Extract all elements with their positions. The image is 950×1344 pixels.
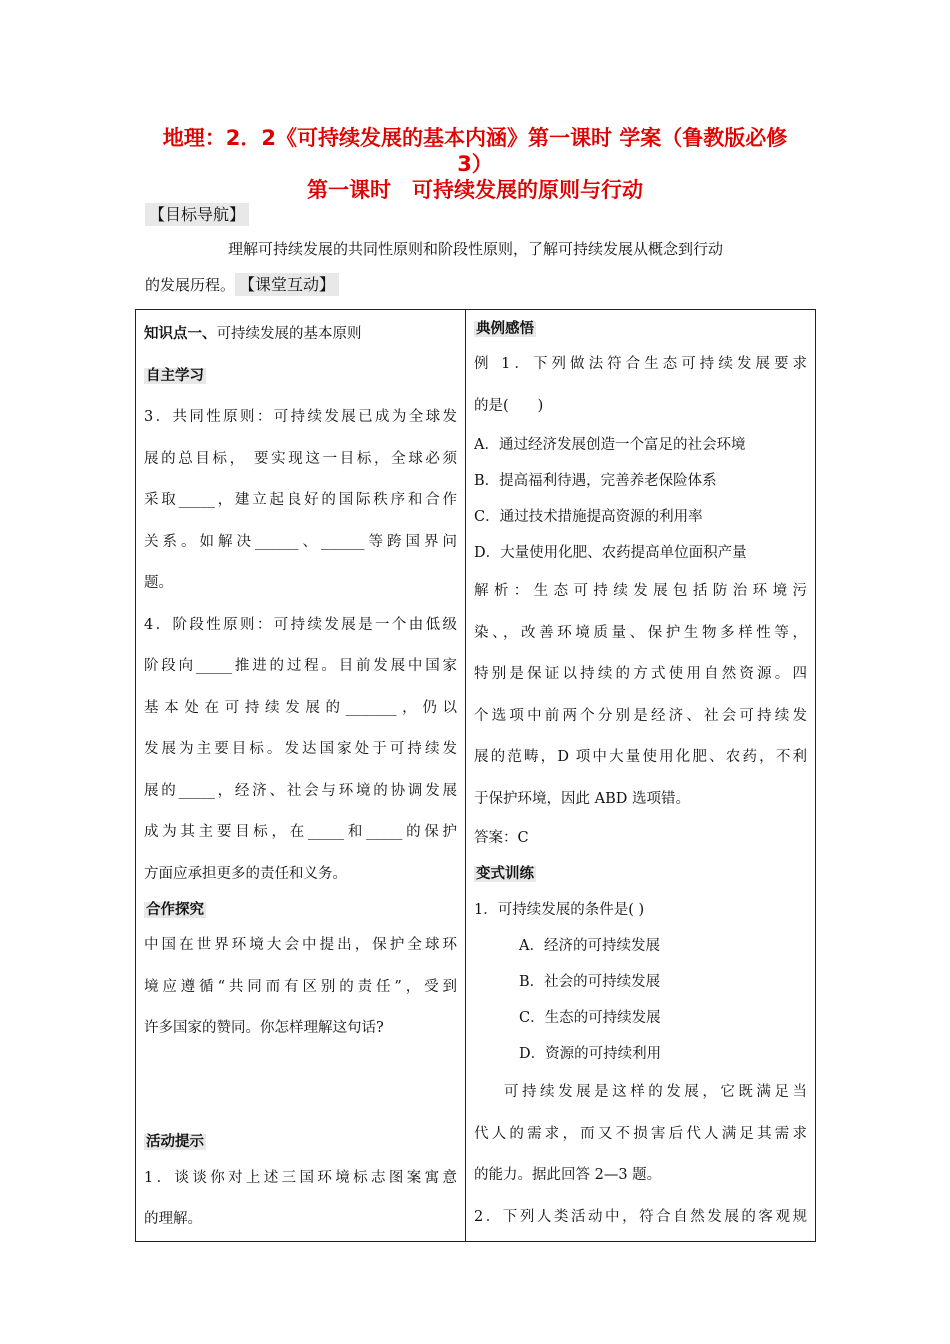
option-b: B．提高福利待遇，完善养老保险体系 (474, 473, 717, 489)
goal-text-end: 的发展历程。 (145, 276, 236, 294)
answer: 答案：C (474, 830, 529, 846)
option-c: C．通过技术措施提高资源的利用率 (474, 509, 703, 525)
document-title-line1-cont: 3） (457, 152, 493, 176)
question-1: 1．可持续发展的条件是( ) (474, 902, 645, 918)
variant-heading: 变式训练 (476, 866, 534, 882)
q1-option-b: B．社会的可持续发展 (519, 974, 661, 990)
goal-text-line1: 理解可持续发展的共同性原则和阶段性原则，了解可持续发展从概念到行动 (228, 240, 724, 258)
document-title-line1: 地理：2．2《可持续发展的基本内涵》第一课时 学案（鲁教版必修 (162, 126, 788, 150)
left-column (136, 310, 466, 1242)
coop-heading: 合作探究 (146, 902, 204, 918)
question-2: 2．下列人类活动中，符合自然发展的客观规 (474, 1208, 807, 1225)
passage-line: 的能力。据此回答 2—3 题。 (474, 1167, 662, 1183)
analysis-line: 解析：生态可持续发展包括防治环境污 (474, 583, 807, 599)
analysis-line: 于保护环境，因此 ABD 选项错。 (474, 790, 690, 807)
document-subtitle: 第一课时 可持续发展的原则与行动 (307, 178, 643, 202)
text-line: 方面应承担更多的责任和义务。 (144, 865, 347, 882)
text-line: 1．谈谈你对上述三国环境标志图案寓意 (144, 1169, 457, 1186)
text-line: 中国在世界环境大会中提出，保护全球环 (144, 937, 457, 953)
analysis-line: 染、，改善环境质量、保护生物多样性等， (474, 624, 807, 641)
q1-option-d: D．资源的可持续利用 (519, 1046, 662, 1062)
tip-heading: 活动提示 (146, 1133, 204, 1150)
class-interaction-label: 【课堂互动】 (235, 273, 339, 296)
text-line: 阶段向_____推进的过程。目前发展中国家 (144, 658, 457, 674)
right-column (466, 310, 816, 1242)
passage-line: 可持续发展是这样的发展，它既满足当 (504, 1084, 807, 1100)
text-line: 境应遵循“共同而有区别的责任”，受到 (144, 978, 457, 995)
knowledge-point-label: 知识点一、 (144, 326, 217, 342)
q1-option-c: C．生态的可持续发展 (519, 1010, 661, 1026)
q1-option-a: A．经济的可持续发展 (519, 938, 660, 954)
option-a: A．通过经济发展创造一个富足的社会环境 (474, 437, 746, 453)
text-line: 的理解。 (144, 1211, 202, 1227)
text-line: 4．阶段性原则：可持续发展是一个由低级 (144, 616, 457, 633)
text-line: 关系。如解决______、______等跨国界问 (144, 533, 457, 550)
passage-line: 代人的需求，而又不损害后代人满足其需求 (474, 1125, 807, 1142)
text-line: 3．共同性原则：可持续发展已成为全球发 (144, 409, 457, 425)
knowledge-point-text: 可持续发展的基本原则 (216, 326, 362, 342)
text-line: 采取_____，建立起良好的国际秩序和合作 (144, 492, 457, 508)
knowledge-point-1 (144, 314, 457, 356)
option-d: D．大量使用化肥、农药提高单位面积产量 (474, 545, 747, 561)
text-line: 成为其主要目标，在_____和_____的保护 (144, 824, 457, 840)
answer-space (144, 1050, 457, 1126)
text-line: 许多国家的赞同。你怎样理解这句话? (144, 1020, 384, 1036)
analysis-line: 展的范畴，D 项中大量使用化肥、农药，不利 (474, 749, 807, 765)
goal-label: 【目标导航】 (145, 203, 249, 226)
text-line: 例 1．下列做法符合生态可持续发展要求 (474, 356, 807, 372)
analysis-line: 个选项中前两个分别是经济、社会可持续发 (474, 707, 807, 724)
example-heading: 典例感悟 (476, 321, 534, 337)
analysis-line: 特别是保证以持续的方式使用自然资源。四 (474, 666, 807, 682)
self-study-heading: 自主学习 (146, 367, 204, 384)
text-line: 题。 (144, 575, 173, 591)
goal-text-line2 (145, 270, 339, 300)
worksheet-table (135, 309, 816, 1242)
text-line: 展的_____，经济、社会与环境的协调发展 (144, 782, 457, 799)
text-line: 的是( ) (474, 397, 544, 414)
text-line: 基本处在可持续发展的_______，仍以 (144, 699, 457, 716)
text-line: 展的总目标， 要实现这一目标，全球必须 (144, 450, 457, 467)
text-line: 发展为主要目标。发达国家处于可持续发 (144, 741, 457, 757)
